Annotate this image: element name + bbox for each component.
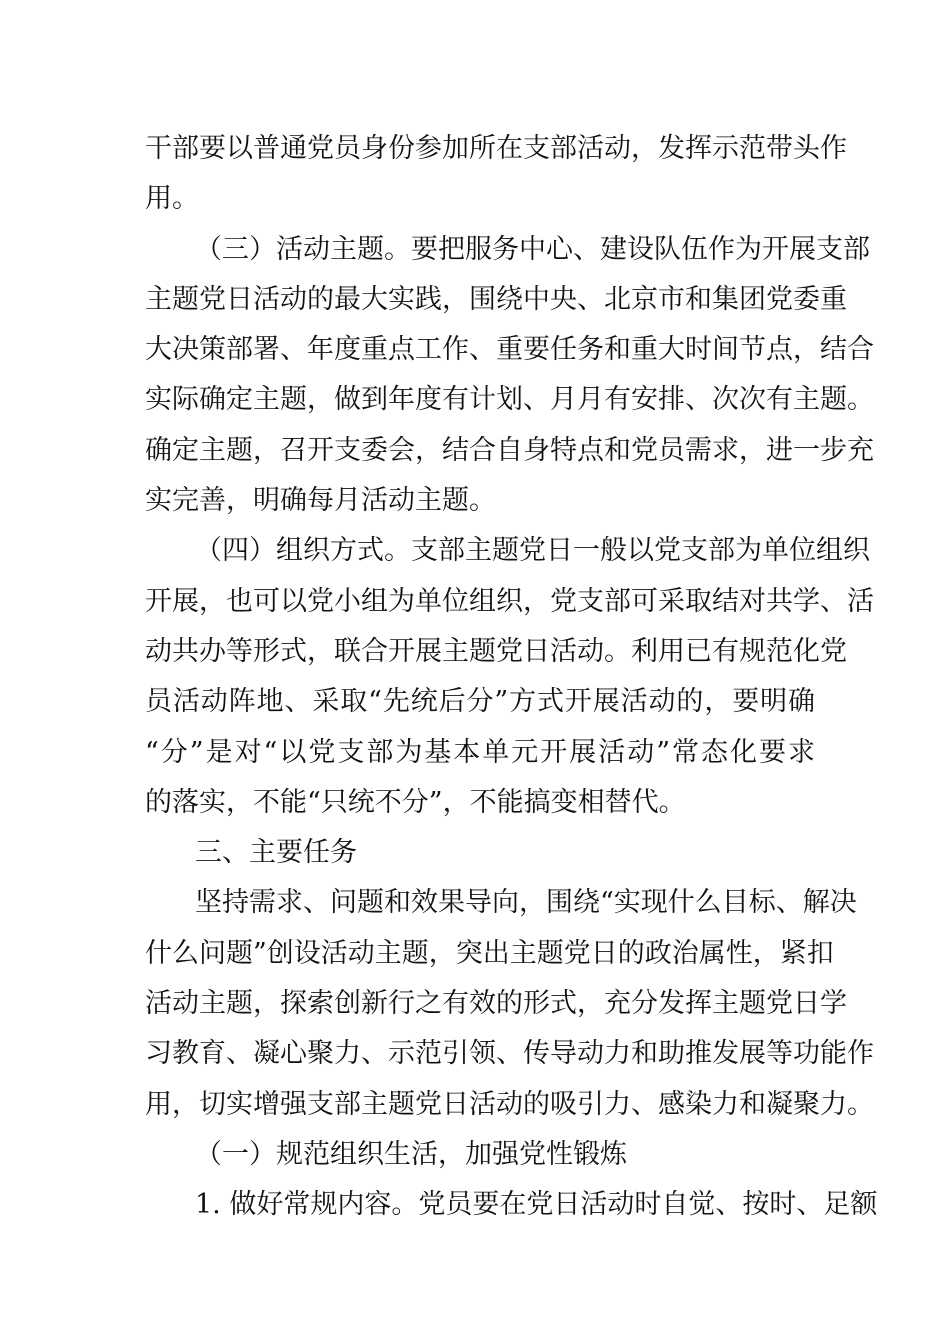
body-line: 大决策部署、年度重点工作、重要任务和重大时间节点，结合	[145, 334, 874, 366]
body-line: 员活动阵地、采取“先统后分”方式开展活动的，要明确	[145, 686, 815, 718]
body-line: 用，切实增强支部主题党日活动的吸引力、感染力和凝聚力。	[145, 1088, 874, 1120]
subsection-heading: （一）规范组织生活，加强党性锻炼	[195, 1138, 627, 1170]
body-line: 用。	[145, 183, 199, 215]
section-heading-line: （三）活动主题。要把服务中心、建设队伍作为开展支部	[195, 233, 870, 265]
section-heading-line: （四）组织方式。支部主题党日一般以党支部为单位组织	[195, 535, 870, 567]
body-line: 确定主题，召开支委会，结合自身特点和党员需求，进一步充	[145, 434, 874, 466]
body-line: 坚持需求、问题和效果导向，围绕“实现什么目标、解决	[195, 887, 857, 919]
document-body	[145, 124, 878, 1231]
body-line: 习教育、凝心聚力、示范引领、传导动力和助推发展等功能作	[145, 1038, 874, 1070]
body-line: 干部要以普通党员身份参加所在支部活动，发挥示范带头作	[145, 133, 847, 164]
body-line: 动共办等形式，联合开展主题党日活动。利用已有规范化党	[145, 635, 847, 667]
body-line: 1. 做好常规内容。党员要在党日活动时自觉、按时、足额	[195, 1189, 878, 1221]
body-line: 活动主题，探索创新行之有效的形式，充分发挥主题党日学	[145, 988, 847, 1020]
body-line: 开展，也可以党小组为单位组织，党支部可采取结对共学、活	[145, 585, 874, 617]
body-line: 实际确定主题，做到年度有计划、月月有安排、次次有主题。	[145, 384, 874, 416]
body-line: 的落实，不能“只统不分”，不能搞变相替代。	[145, 786, 686, 818]
body-line: 实完善，明确每月活动主题。	[145, 485, 496, 517]
chapter-heading: 三、主要任务	[195, 837, 357, 869]
body-line: 主题党日活动的最大实践，围绕中央、北京市和集团党委重	[145, 283, 847, 315]
body-line: 什么问题”创设活动主题，突出主题党日的政治属性，紧扣	[145, 937, 834, 969]
body-line: “分”是对“以党支部为基本单元开展活动”常态化要求	[145, 736, 815, 768]
